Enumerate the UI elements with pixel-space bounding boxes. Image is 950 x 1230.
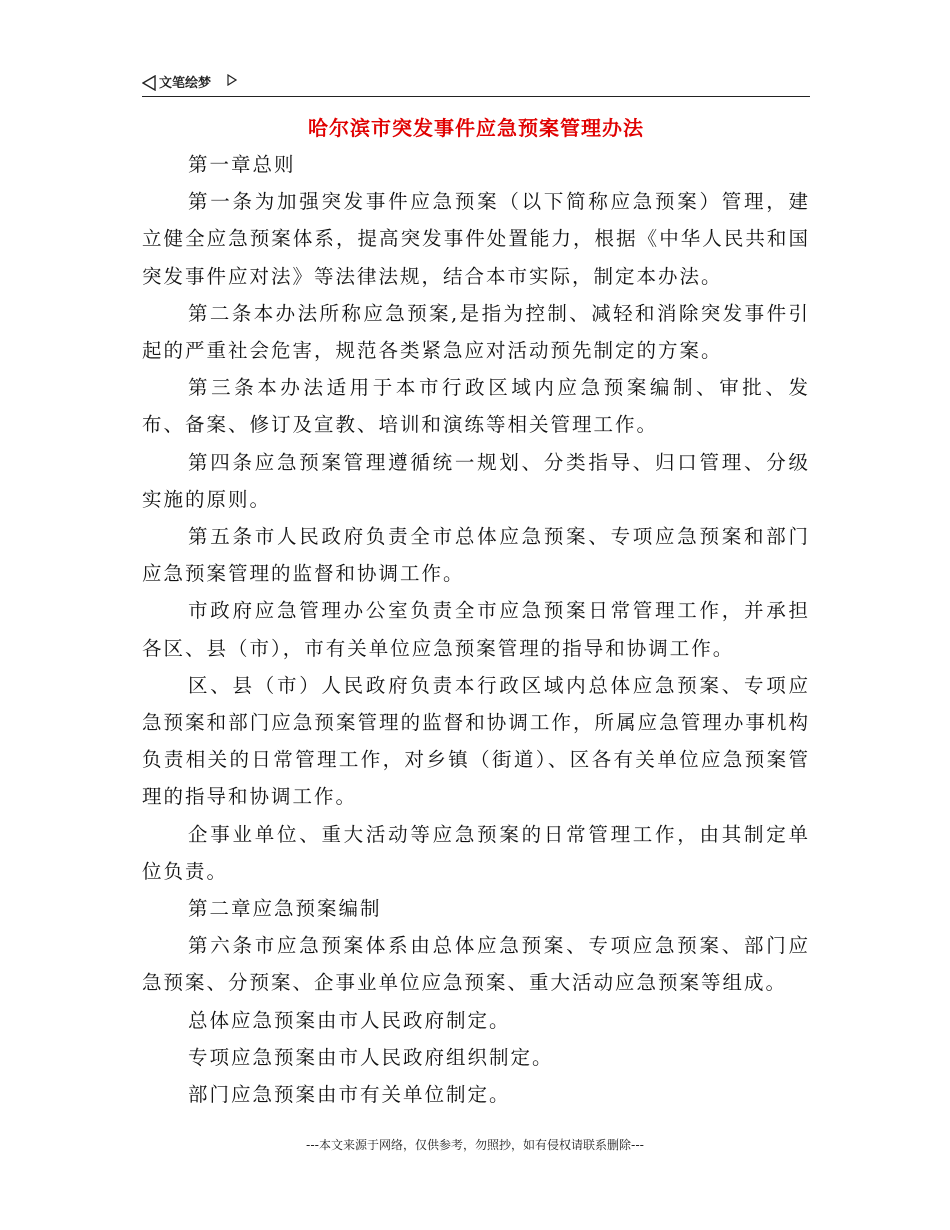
paragraph-article-5-d: 企事业单位、重大活动等应急预案的日常管理工作，由其制定单位负责。	[142, 822, 810, 883]
paragraph-article-6-b: 总体应急预案由市人民政府制定。	[188, 1008, 511, 1032]
paragraph-article-2: 第二条本办法所称应急预案,是指为控制、减轻和消除突发事件引起的严重社会危害，规范各类紧急应对活动预先制定的方案。	[142, 301, 810, 363]
paragraph-article-5-c: 区、县（市）人民政府负责本行政区域内总体应急预案、专项应急预案和部门应急预案管理的监督和协调工作，所属应急管理办事机构负责相关的日常管理工作，对乡镇（街道）、区各有关单位应急预案管理的指导和协调工作。	[142, 673, 810, 809]
paragraph-article-6: 第六条市应急预案体系由总体应急预案、专项应急预案、部门应急预案、分预案、企事业单位应急预案、重大活动应急预案等组成。	[142, 934, 810, 995]
page-footer-disclaimer: ---本文来源于网络，仅供参考，勿照抄，如有侵权请联系删除---	[306, 1138, 644, 1152]
document-title: 哈尔滨市突发事件应急预案管理办法	[308, 116, 644, 140]
paragraph-chapter-1: 第一章总则	[188, 153, 296, 176]
paragraph-article-6-d: 部门应急预案由市有关单位制定。	[188, 1083, 511, 1107]
paragraph-article-6-c: 专项应急预案由市人民政府组织制定。	[188, 1045, 554, 1069]
page-header	[142, 72, 810, 97]
paragraph-article-4: 第四条应急预案管理遵循统一规划、分类指导、归口管理、分级实施的原则。	[142, 450, 810, 511]
header-brand: 文笔绘梦	[159, 76, 212, 91]
paragraph-article-1: 第一条为加强突发事件应急预案（以下简称应急预案）管理，建立健全应急预案体系，提高突发事件处置能力，根据《中华人民共和国突发事件应对法》等法律法规，结合本市实际，制定本办法。	[142, 190, 810, 288]
paragraph-article-5-b: 市政府应急管理办公室负责全市应急预案日常管理工作，并承担各区、县（市），市有关单位应急预案管理的指导和协调工作。	[142, 599, 810, 660]
paragraph-article-5: 第五条市人民政府负责全市总体应急预案、专项应急预案和部门应急预案管理的监督和协调工作。	[142, 525, 810, 586]
document-body	[142, 146, 810, 1113]
paragraph-chapter-2: 第二章应急预案编制	[188, 897, 382, 921]
paragraph-article-3: 第三条本办法适用于本市行政区域内应急预案编制、审批、发布、备案、修订及宣教、培训和演练等相关管理工作。	[142, 376, 810, 437]
left-triangle-icon	[142, 75, 156, 91]
right-triangle-icon	[227, 74, 237, 86]
